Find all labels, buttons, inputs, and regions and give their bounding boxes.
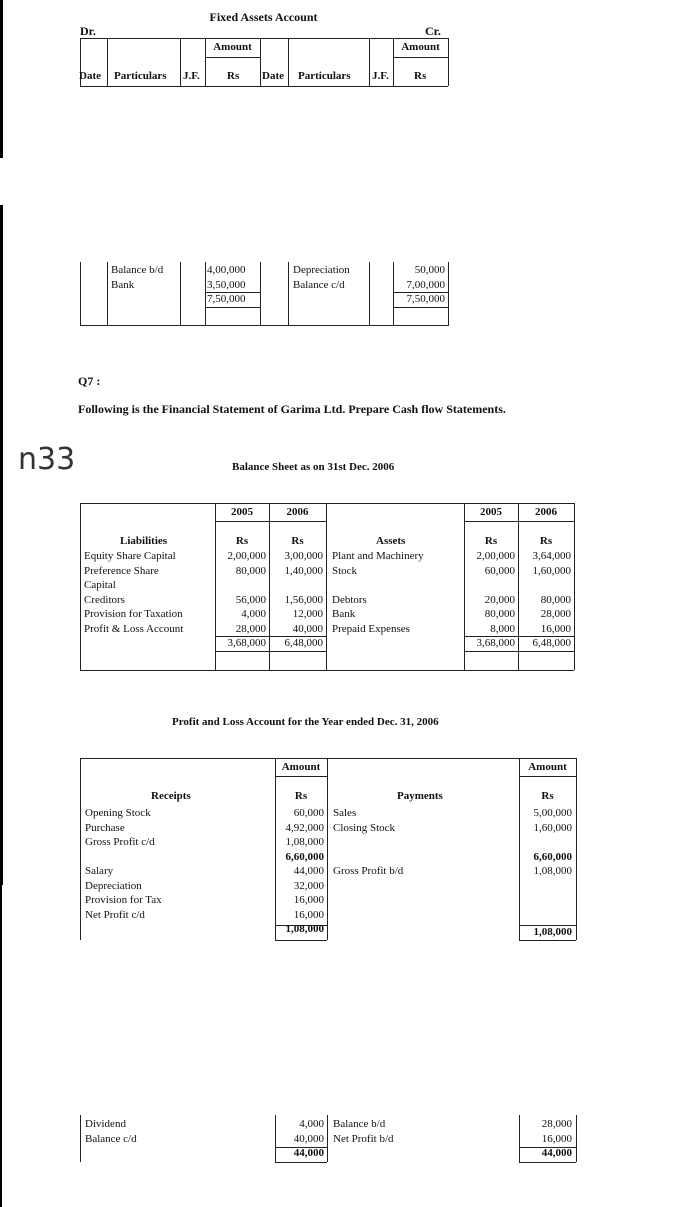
appropriation-right-amount: 28,000 [541,1118,572,1130]
assets-header: Assets [376,535,406,547]
rs-label: Rs [541,790,554,802]
liability-2006: 1,56,000 [284,593,323,606]
receipt-item [85,850,162,865]
receipt-amount: 1,08,000 [285,836,324,848]
receipt-item: Opening Stock [85,807,151,819]
appropriation-left-amount: 4,000 [299,1118,324,1130]
asset-2005: 60,000 [484,564,515,577]
receipt-amount: 6,60,000 [285,850,324,863]
liability-2006: 12,000 [292,608,323,620]
payment-amount: 1,60,000 [533,821,572,834]
payment-item: Sales [333,807,357,819]
balance-sheet-title: Balance Sheet as on 31st Dec. 2006 [232,461,395,473]
liability-item: Creditors [84,593,125,606]
liability-2006: 40,000 [292,622,323,635]
credit-date-label: Date [262,70,284,82]
asset-2005 [464,578,515,593]
question-label: Q7 : [78,374,101,388]
receipt-amount: 60,000 [293,807,324,819]
asset-item: Plant and Machinery [332,550,424,562]
appropriation-left-item: Dividend [85,1118,126,1130]
asset-2006 [518,578,571,593]
asset-total-2005: 3,68,000 [476,637,515,649]
payment-amount: 1,08,000 [533,865,572,877]
debit-jf-label: J.F. [183,70,200,82]
credit-particulars-label: Particulars [298,70,351,82]
question-text: Following is the Financial Statement of Garima Ltd. Prepare Cash flow Statements. [78,402,506,416]
liabilities-header: Liabilities [120,535,168,547]
liability-item: Preference Share [84,564,159,577]
payment-item [333,850,403,865]
fa-debit-item: Balance b/d [111,264,164,276]
debit-amount-label: Amount [213,41,252,53]
liability-2005: 80,000 [235,564,266,577]
pl-amount-label: Amount [281,761,321,773]
receipt-item: Depreciation [85,879,142,892]
asset-item [332,578,424,593]
appropriation-right-amount: 16,000 [541,1132,572,1145]
asset-2006: 1,60,000 [532,564,571,577]
liability-2006: 1,40,000 [284,564,323,577]
fa-credit-item: Depreciation [293,264,350,276]
fixed-assets-title: Fixed Assets Account [209,10,318,24]
pl-amount-label: Amount [528,761,567,773]
receipt-amount: 16,000 [293,894,324,906]
margin-mark: n33 [18,442,76,477]
payment-amount: 5,00,000 [533,807,572,819]
debit-date-label: Date [79,70,101,82]
fa-debit-total: 7,50,000 [207,293,246,305]
scan-edge-bar [0,880,2,1207]
asset-2006: 3,64,000 [532,550,571,562]
receipt-item: Net Profit c/d [85,908,145,921]
fa-credit-amount: 7,00,000 [406,278,445,291]
receipt-total: 1,08,000 [285,923,324,935]
liability-item: Profit & Loss Account [84,622,184,635]
pl-title: Profit and Loss Account for the Year ended Dec. 31, 2006 [172,716,439,728]
liability-item: Capital [84,579,116,591]
liability-2005: 4,000 [241,608,266,620]
payment-item: Gross Profit b/d [333,865,404,877]
liability-2005: 28,000 [235,622,266,635]
cr-label: Cr. [425,24,441,38]
appropriation-right-item: Balance b/d [333,1118,386,1130]
liability-total-2005: 3,68,000 [227,637,266,649]
rs-label: Rs [291,535,304,547]
rs-label: Rs [539,535,553,547]
liability-2005: 56,000 [235,593,266,606]
asset-2006: 16,000 [540,622,571,635]
liability-total-2006: 6,48,000 [284,637,323,649]
receipt-item: Salary [85,865,114,877]
receipt-item: Purchase [85,821,125,834]
receipt-item: Gross Profit c/d [85,836,155,848]
liability-item: Provision for Taxation [84,608,183,620]
fa-credit-item: Balance c/d [293,278,345,291]
fa-debit-amount: 3,50,000 [207,278,246,291]
bs-year-2006: 2006 [286,506,309,518]
liability-2006: 3,00,000 [284,550,323,562]
bs-asset-year-2006: 2006 [535,506,557,518]
appropriation-right-total: 44,000 [541,1147,572,1159]
payment-total: 1,08,000 [533,926,572,938]
fa-credit-amount: 50,000 [414,264,445,276]
credit-jf-label: J.F. [372,70,389,82]
credit-rs-label: Rs [414,70,427,82]
receipt-amount: 44,000 [293,865,324,877]
liability-2005 [215,578,266,593]
asset-item: Prepaid Expenses [332,622,410,635]
liability-item: Equity Share Capital [84,550,176,562]
payment-amount [519,835,572,850]
asset-2006: 28,000 [540,608,571,620]
payment-amount: 6,60,000 [533,850,572,863]
fa-credit-total: 7,50,000 [406,293,445,305]
fa-debit-item: Bank [111,278,135,291]
scan-edge-bar [0,205,3,885]
payment-item [333,835,403,850]
receipt-amount: 4,92,000 [285,821,324,834]
asset-2006: 80,000 [540,593,571,606]
receipt-amount: 16,000 [293,908,324,921]
asset-2005: 80,000 [484,608,515,620]
asset-2005: 8,000 [490,622,515,635]
asset-item: Bank [332,608,356,620]
bs-asset-year-2005: 2005 [480,506,502,518]
appropriation-right-item: Net Profit b/d [333,1132,394,1145]
receipts-header: Receipts [151,790,191,802]
asset-2005: 20,000 [484,593,515,606]
appropriation-left-amount: 40,000 [293,1132,324,1145]
asset-item: Debtors [332,593,367,606]
appropriation-left-total: 44,000 [293,1147,324,1159]
payments-header: Payments [397,790,443,802]
asset-total-2006: 6,48,000 [532,637,571,649]
receipt-item: Provision for Tax [85,894,162,906]
asset-item: Stock [332,564,358,577]
dr-label: Dr. [80,24,96,38]
appropriation-left-item: Balance c/d [85,1132,137,1145]
liability-2006 [269,578,323,593]
liability-2005: 2,00,000 [227,550,266,562]
receipt-amount: 32,000 [293,879,324,892]
rs-label: Rs [484,535,498,547]
debit-rs-label: Rs [227,70,240,82]
credit-amount-label: Amount [401,41,440,53]
payment-item: Closing Stock [333,821,396,834]
asset-2005: 2,00,000 [476,550,515,562]
fa-debit-amount: 4,00,000 [207,264,246,276]
rs-label: Rs [235,535,249,547]
rs-label: Rs [294,790,308,802]
bs-year-2005: 2005 [231,506,253,518]
debit-particulars-label: Particulars [114,70,167,82]
